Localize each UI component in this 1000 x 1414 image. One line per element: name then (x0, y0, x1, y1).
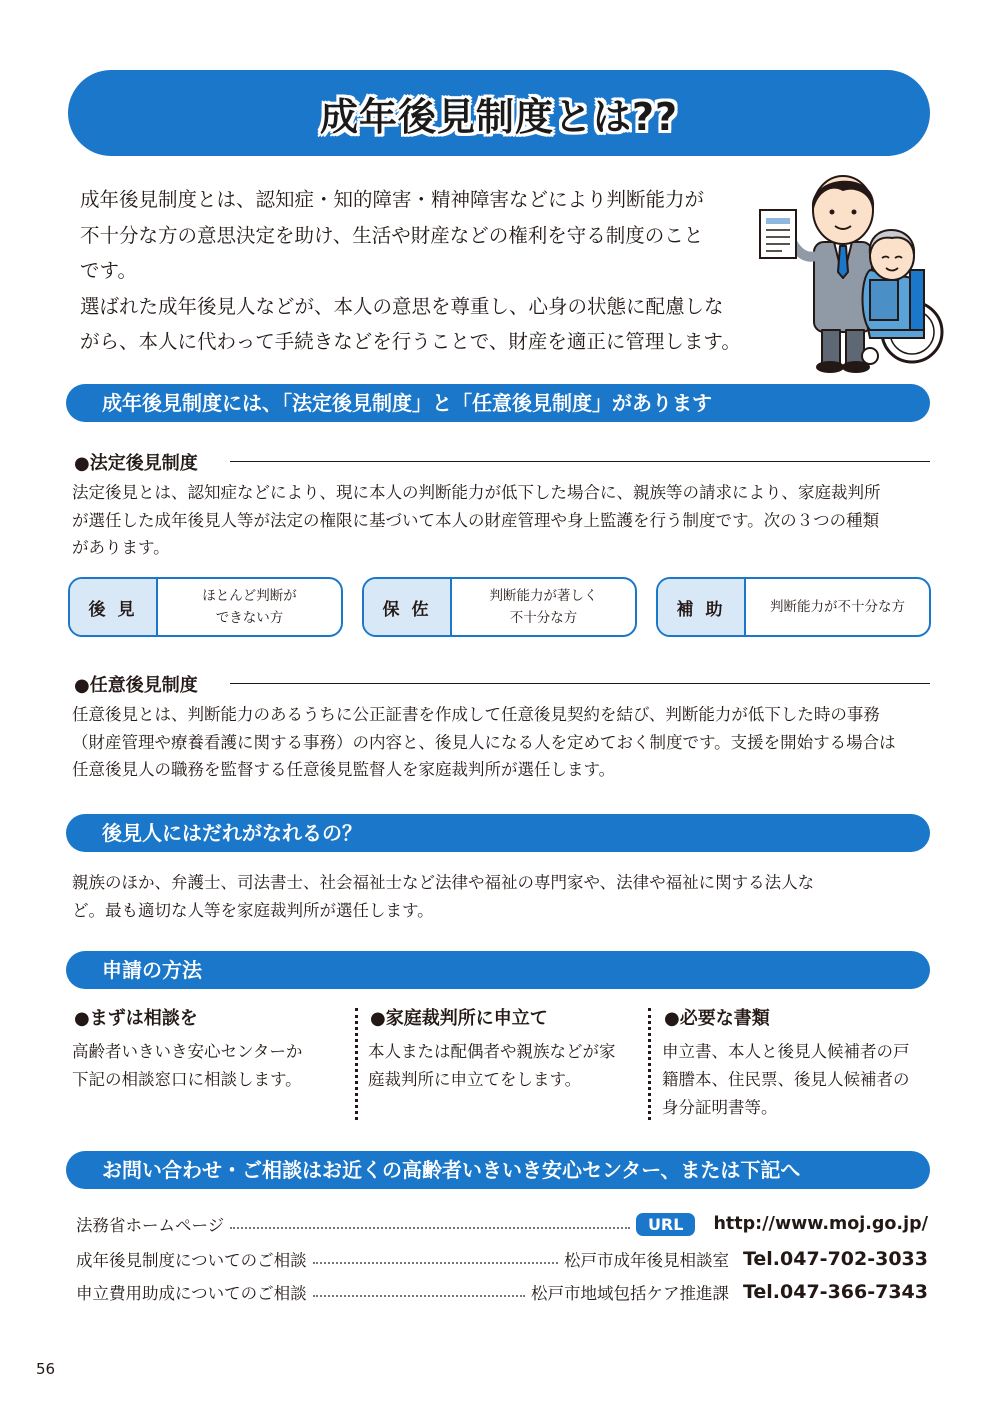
step-text-petition (368, 1038, 638, 1094)
leader-dots (313, 1295, 525, 1297)
step-title-consult: ●まずは相談を (74, 1008, 198, 1029)
step-line: 身分証明書等。 (662, 1098, 778, 1117)
statutory-body (72, 479, 952, 562)
step-line: 下記の相談窓口に相談します。 (72, 1070, 302, 1089)
type-box-hosa (362, 577, 637, 637)
section-bar-guardian: 後見人にはだれがなれるの？ (66, 814, 930, 852)
section-bar-types: 成年後見制度には、「法定後見制度」と「任意後見制度」があります (66, 384, 930, 422)
title-banner (68, 70, 930, 156)
type-box-hojo (656, 577, 931, 637)
leader-dots (313, 1262, 558, 1264)
step-line: 申立書、本人と後見人候補者の戸 (662, 1042, 910, 1061)
step-divider (648, 1008, 651, 1120)
step-line: 籍謄本、住民票、後見人候補者の (662, 1070, 910, 1089)
voluntary-line: （財産管理や療養看護に関する事務）の内容と、後見人になる人を定めておく制度です。支援を開始する場合は (72, 732, 896, 752)
type-label: 保 佐 (364, 579, 452, 635)
step-text-consult (72, 1038, 342, 1094)
step-title-documents: ●必要な書類 (664, 1008, 770, 1029)
step-line: 本人または配偶者や親族などが家 (368, 1042, 616, 1061)
step-divider (355, 1008, 358, 1120)
contact-label: 法務省ホームページ (76, 1216, 225, 1235)
step-line: 庭裁判所に申立てをします。 (368, 1070, 582, 1089)
contact-org: 松戸市成年後見相談室 (563, 1251, 729, 1270)
statutory-divider (230, 461, 930, 462)
type-desc-line: 判断能力が不十分な方 (770, 599, 905, 615)
type-desc (452, 579, 635, 635)
contact-label: 成年後見制度についてのご相談 (76, 1251, 307, 1270)
guardian-illustration (752, 160, 952, 375)
contact-label: 申立費用助成についてのご相談 (76, 1284, 307, 1303)
type-desc (158, 579, 341, 635)
contact-row-consult (76, 1244, 928, 1274)
step-text-documents (662, 1038, 932, 1122)
type-label: 補 助 (658, 579, 746, 635)
type-desc-line: ほとんど判断が (202, 588, 297, 604)
voluntary-heading: ●任意後見制度 (74, 675, 198, 696)
statutory-line: があります。 (72, 538, 170, 557)
intro-line: です。 (80, 259, 137, 282)
url-badge: URL (636, 1213, 696, 1236)
type-desc-line: 不十分な方 (509, 610, 578, 626)
section-bar-contact: お問い合わせ・ご相談はお近くの高齢者いきいき安心センター、または下記へ (66, 1151, 930, 1189)
step-title-petition: ●家庭裁判所に申立て (370, 1008, 548, 1029)
type-desc-line: できない方 (215, 610, 284, 626)
intro-line: 成年後見制度とは、認知症・知的障害・精神障害などにより判断能力が (80, 188, 705, 211)
statutory-heading: ●法定後見制度 (74, 453, 198, 474)
contact-org: 松戸市地域包括ケア推進課 (530, 1284, 729, 1303)
section-bar-apply: 申請の方法 (66, 951, 930, 989)
moj-url-link[interactable]: http://www.moj.go.jp/ (713, 1214, 928, 1234)
intro-line: がら、本人に代わって手続きなどを行うことで、財産を適正に管理します。 (80, 330, 741, 353)
contact-tel: Tel.047-702-3033 (742, 1248, 928, 1270)
voluntary-line: 任意後見とは、判断能力のあるうちに公正証書を作成して任意後見契約を結び、判断能力が低下した時の事務 (72, 705, 880, 724)
page-title: 成年後見制度とは?? (319, 94, 679, 139)
intro-line: 不十分な方の意思決定を助け、生活や財産などの権利を守る制度のこと (80, 223, 704, 247)
type-box-kouken (68, 577, 343, 637)
type-desc (746, 579, 929, 635)
voluntary-divider (230, 683, 930, 684)
intro-line: 選ばれた成年後見人などが、本人の意思を尊重し、心身の状態に配慮しな (80, 294, 724, 318)
voluntary-body (72, 701, 952, 784)
page-number: 56 (36, 1360, 56, 1378)
type-desc-line: 判断能力が著しく (489, 588, 598, 604)
contact-tel: Tel.047-366-7343 (742, 1281, 928, 1303)
contact-row-subsidy (76, 1277, 928, 1307)
guardian-line: 親族のほか、弁護士、司法書士、社会福祉士など法律や福祉の専門家や、法律や福祉に関する法人な (72, 873, 815, 892)
statutory-line: が選任した成年後見人等が法定の権限に基づいて本人の財産管理や身上監護を行う制度です。次の３つの種類 (72, 510, 880, 530)
type-label: 後 見 (70, 579, 158, 635)
statutory-line: 法定後見とは、認知症などにより、現に本人の判断能力が低下した場合に、親族等の請求により、家庭裁判所 (72, 483, 881, 502)
guardian-body (72, 869, 952, 924)
step-line: 高齢者いきいき安心センターか (72, 1042, 303, 1061)
contact-row-moj (76, 1209, 928, 1239)
guardian-line: ど。最も適切な人等を家庭裁判所が選任します。 (72, 900, 434, 920)
intro-text (80, 182, 770, 360)
voluntary-line: 任意後見人の職務を監督する任意後見監督人を家庭裁判所が選任します。 (72, 760, 616, 779)
leader-dots (230, 1227, 630, 1229)
